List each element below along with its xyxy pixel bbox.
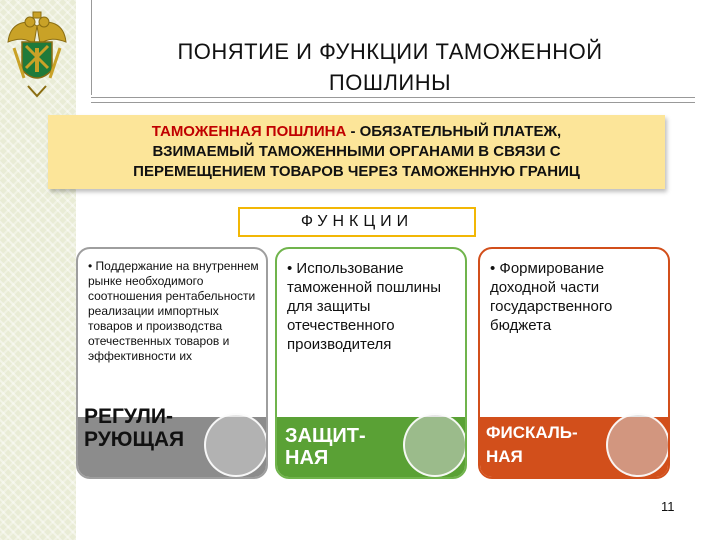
function-label-band — [480, 417, 668, 477]
header-divider-bottom — [91, 102, 695, 103]
definition-line3: ПЕРЕМЕЩЕНИЕМ ТОВАРОВ ЧЕРЕЗ ТАМОЖЕННУЮ ГРАНИЦ — [133, 163, 580, 180]
function-card-regulating — [76, 247, 268, 479]
function-label-band — [277, 417, 465, 477]
functions-header: ФУНКЦИИ — [238, 207, 476, 237]
decorative-circle — [204, 413, 268, 477]
definition-line1-rest: - ОБЯЗАТЕЛЬНЫЙ ПЛАТЕЖ, — [346, 123, 562, 140]
page-number: 11 — [661, 499, 675, 514]
definition-box — [48, 115, 665, 189]
header-divider-vertical — [91, 0, 92, 95]
definition-term: ТАМОЖЕННАЯ ПОШЛИНА — [151, 123, 347, 140]
decorative-circle — [606, 413, 670, 477]
function-label-band — [78, 405, 266, 477]
customs-emblem-icon — [4, 8, 70, 100]
definition-line2: ВЗИМАЕМЫЙ ТАМОЖЕННЫМИ ОРГАНАМИ В СВЯЗИ С — [152, 143, 561, 160]
function-label: ФИСКАЛЬ-НАЯ — [486, 423, 578, 466]
slide-title-line1: ПОНЯТИЕ И ФУНКЦИИ ТАМОЖЕННОЙ — [177, 39, 603, 64]
function-description: • Использование таможенной пошлины для защиты отечественного производителя — [287, 260, 442, 353]
definition-text — [133, 122, 580, 182]
slide-title-line2: ПОШЛИНЫ — [328, 70, 452, 95]
function-label: РЕГУЛИ-РУЮЩАЯ — [84, 405, 185, 451]
function-card-fiscal — [478, 247, 670, 479]
function-card-protective — [275, 247, 467, 479]
function-description: • Поддержание на внутреннем рынке необходимого соотношения рентабельности реализации импортных товаров и производства отечественных товаров и эффективности их — [88, 259, 259, 363]
slide-title — [100, 36, 680, 98]
function-label: ЗАЩИТ-НАЯ — [285, 425, 366, 469]
function-description: • Формирование доходной части государственного бюджета — [490, 260, 613, 334]
decorative-circle — [403, 413, 467, 477]
